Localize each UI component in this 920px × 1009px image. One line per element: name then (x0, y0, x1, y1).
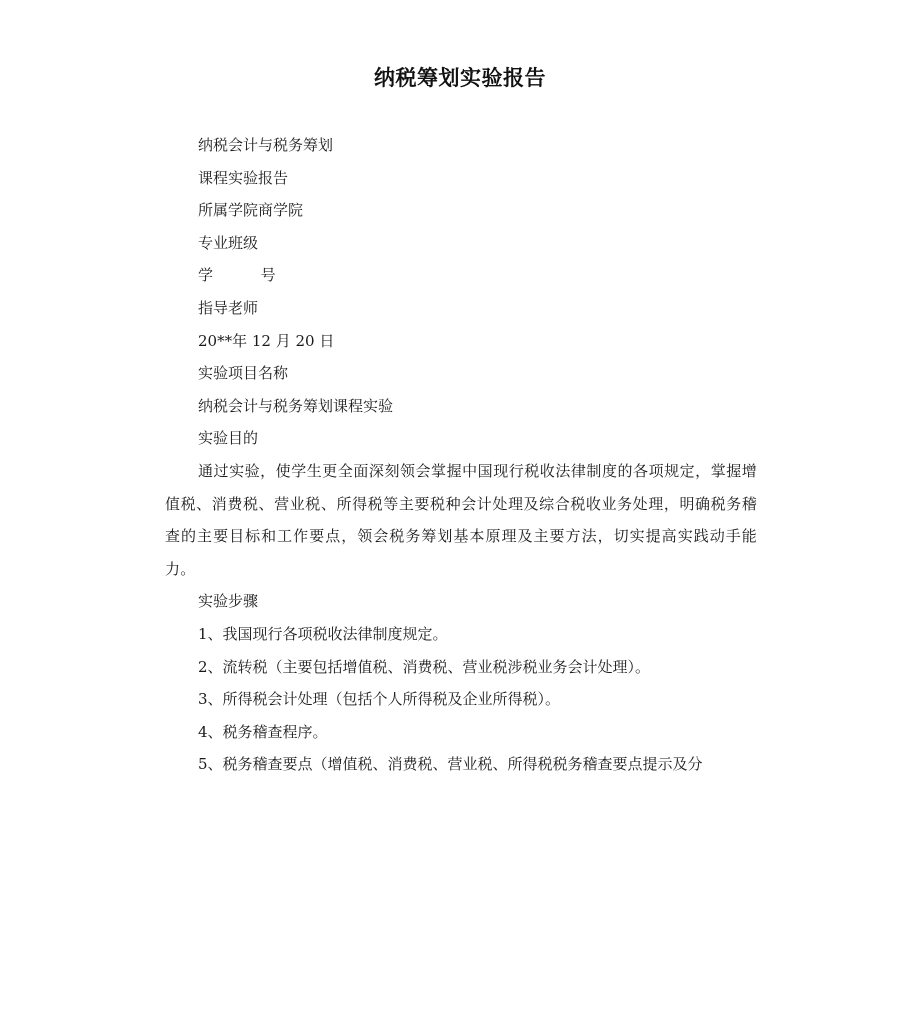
purpose-paragraph: 通过实验，使学生更全面深刻领会掌握中国现行税收法律制度的各项规定，掌握增值税、消费税、营业税、所得税等主要税种会计处理及综合税收业务处理，明确税务稽查的主要目标和工作要点，领会税务筹划基本原理及主要方法，切实提高实践动手能力。 (165, 461, 757, 578)
document-body (165, 129, 757, 781)
purpose-label: 实验目的 (198, 429, 259, 448)
step-item-1: 1、我国现行各项税收法律制度规定。 (198, 624, 448, 643)
class-line: 专业班级 (198, 233, 259, 252)
course-name-line: 纳税会计与税务筹划 (198, 136, 334, 154)
project-name-label: 实验项目名称 (198, 364, 289, 383)
student-id-line: 学 号 (198, 266, 276, 285)
step-item-2: 2、流转税（主要包括增值税、消费税、营业税涉税业务会计处理）。 (198, 657, 651, 676)
step-item-4: 4、税务稽查程序。 (198, 722, 328, 741)
college-line: 所属学院商学院 (198, 201, 304, 220)
advisor-line: 指导老师 (198, 298, 259, 317)
step-item-3: 3、所得税会计处理（包括个人所得税及企业所得税）。 (198, 690, 561, 709)
date-line: 20**年 12 月 20 日 (198, 331, 335, 350)
steps-label: 实验步骤 (198, 592, 259, 611)
step-item-5: 5、税务稽查要点（增值税、消费税、营业税、所得税税务稽查要点提示及分 (198, 755, 703, 774)
project-name-line: 纳税会计与税务筹划课程实验 (198, 396, 394, 415)
report-type-line: 课程实验报告 (198, 168, 289, 187)
document-title: 纳税筹划实验报告 (374, 66, 546, 90)
